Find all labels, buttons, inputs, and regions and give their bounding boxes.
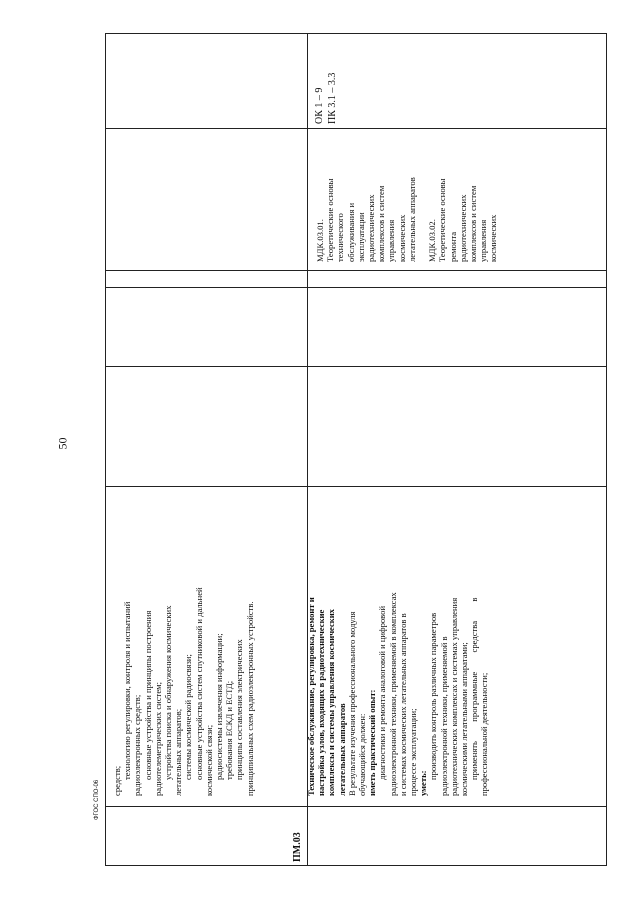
mdk-line: ремонта	[447, 231, 458, 262]
pm-line: иметь практический опыт:	[367, 689, 378, 796]
pm-line: обучающийся должен:	[357, 713, 368, 796]
pm-line: применять программные средства в	[469, 597, 480, 780]
competencies-column	[313, 73, 339, 124]
pm-line: космическими летательными аппаратами;	[459, 642, 470, 796]
page-number: 50	[55, 437, 70, 450]
pm-line: радиотехнических комплексах и системах управления	[448, 597, 459, 796]
pm-line: профессиональной деятельности;	[479, 672, 490, 796]
prev-line: космической связи;	[203, 724, 214, 796]
prev-line: принципиальных схем радиоэлектронных устройств.	[244, 601, 255, 796]
pm-title-line: Техническое обслуживание, регулировка, ремонт и	[306, 597, 316, 796]
mdk-line: МДК.03.01.	[315, 219, 325, 262]
prev-line: принципы составления электрических	[234, 639, 245, 780]
competency-line: ПК 3.1 – 3.3	[327, 72, 338, 124]
mdk-line: технического	[335, 213, 346, 262]
pm-line: процессе эксплуатации;	[408, 708, 419, 796]
mdk-line: управления	[386, 219, 397, 262]
prev-line: радиосистемы извлечения информации;	[214, 633, 225, 780]
pm-row-content	[306, 592, 490, 796]
prev-line: средств;	[112, 765, 122, 796]
pm-title-line: летательных аппаратов	[336, 703, 347, 796]
mdk-line: МДК.03.02.	[427, 219, 438, 262]
footer-label: ФГОС СПО-06	[94, 779, 100, 820]
pm-line: производить контроль различных параметров	[428, 612, 439, 780]
prev-line: системы космической радиосвязи;	[183, 654, 194, 780]
prev-line: летательных аппаратов;	[173, 708, 184, 796]
pm-line: радиоэлектронной техники, применяемой в	[438, 636, 449, 796]
pm-title-line: настройка узлов, входящих в радиотехнические	[316, 609, 327, 796]
prev-line: радиоэлектронных средств;	[132, 694, 143, 796]
pm-line: и системах космических летательных аппаратов в	[397, 613, 408, 796]
prev-line: основные устройства систем спутниковой и дальней	[193, 587, 204, 780]
mdk-line	[417, 177, 427, 262]
prev-line: требования ЕСКД и ЕСТД;	[224, 680, 235, 780]
mdk-line: космических	[488, 214, 499, 262]
mdk-line: радиотехнических	[457, 194, 468, 262]
mdk-line: управления	[478, 219, 489, 262]
prev-line: устройства поиска и обнаружения космических	[163, 605, 174, 780]
mdk-line: обслуживания и	[345, 202, 356, 262]
pm-line: радиоэлектронной техники, применяемой в комплексах	[387, 592, 398, 796]
prev-line: основные устройства и принципы построения	[142, 610, 153, 780]
mdk-column	[315, 177, 499, 262]
mdk-line: Теоретические основы	[325, 178, 336, 262]
mdk-line: радиотехнических	[366, 194, 377, 262]
mdk-line: космических	[396, 214, 407, 262]
mdk-line: комплексов и систем	[376, 185, 387, 262]
mdk-line: летательных аппаратов	[406, 177, 417, 262]
mdk-line: комплексов и систем	[468, 185, 479, 262]
row-divider-main	[105, 287, 607, 288]
pm-line: уметь:	[418, 770, 429, 796]
pm-title-line: комплексы и системы управления космических	[326, 609, 337, 796]
pm-line: диагностики и ремонта аналоговой и цифровой	[377, 605, 388, 780]
prev-row-content	[112, 587, 255, 796]
module-code: ПМ.03	[292, 832, 303, 862]
pm-line: В результате изучения профессионального модуля	[346, 611, 357, 796]
mdk-line: эксплуатации	[355, 212, 366, 262]
competency-line: ОК 1 – 9	[314, 87, 325, 124]
mdk-line: Теоретические основы	[437, 178, 448, 262]
prev-line: технологию регулировки, контроля и испытаний	[122, 601, 133, 780]
prev-line: радиотелеметрических систем;	[152, 682, 163, 796]
